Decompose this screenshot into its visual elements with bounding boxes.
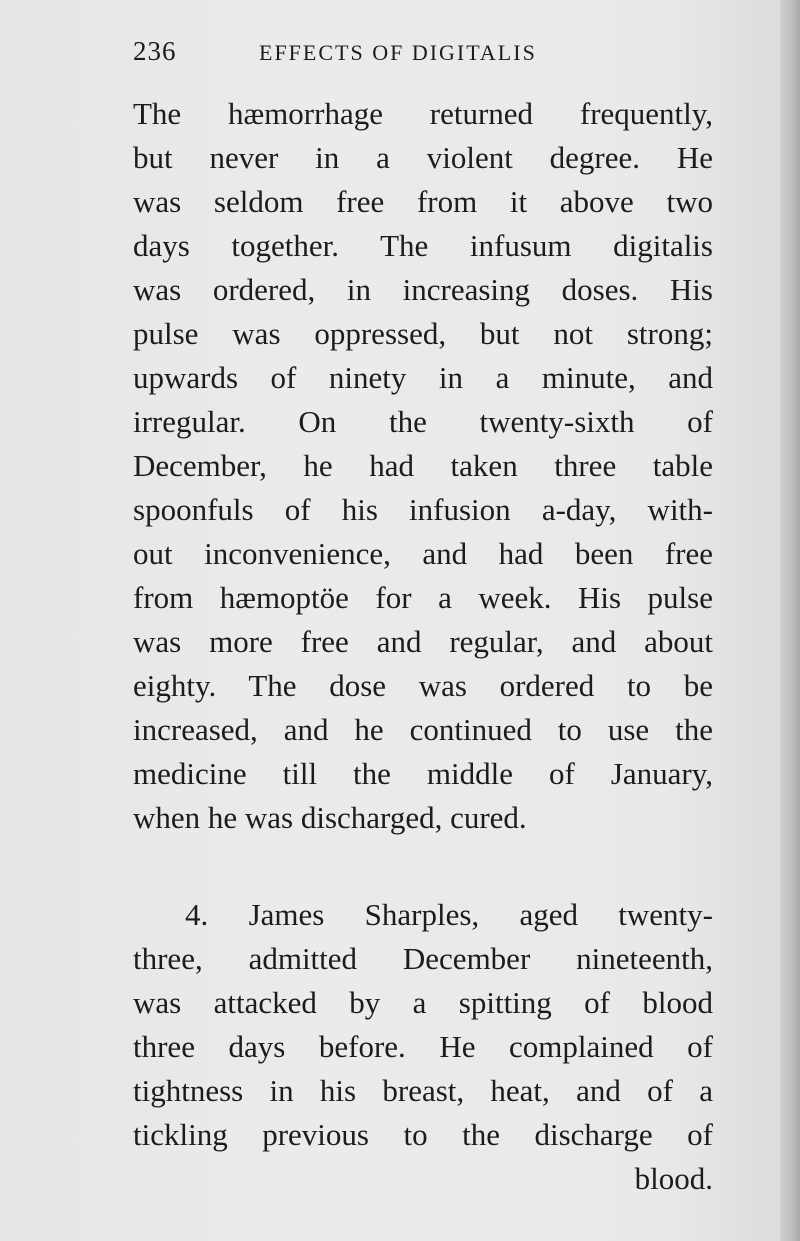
text-line: from hæmoptöe for a week. His pulse	[133, 580, 713, 615]
text-line: but never in a violent degree. He	[133, 140, 713, 175]
running-head: EFFECTS OF DIGITALIS	[259, 40, 537, 65]
paragraph-case-4	[133, 893, 713, 1201]
text-line: three, admitted December nineteenth,	[133, 941, 713, 976]
text-line: pulse was oppressed, but not strong;	[133, 316, 713, 351]
text-line: upwards of ninety in a minute, and	[133, 360, 713, 395]
text-line: eighty. The dose was ordered to be	[133, 668, 713, 703]
text-line: 4. James Sharples, aged twenty-	[185, 897, 713, 932]
text-line: increased, and he continued to use the	[133, 712, 713, 747]
page-header	[133, 30, 713, 76]
text-line: tightness in his breast, heat, and of a	[133, 1073, 713, 1108]
text-line: blood.	[634, 1161, 713, 1196]
text-line: out inconvenience, and had been free	[133, 536, 713, 571]
text-line: The hæmorrhage returned frequently,	[133, 96, 713, 131]
text-line: spoonfuls of his infusion a-day, with-	[133, 492, 713, 527]
text-line: was more free and regular, and about	[133, 624, 713, 659]
text-line: medicine till the middle of January,	[133, 756, 713, 791]
paragraph-case-continuation	[133, 92, 713, 840]
page-edge-shadow	[780, 0, 800, 1241]
text-line: three days before. He complained of	[133, 1029, 713, 1064]
text-line: was seldom free from it above two	[133, 184, 713, 219]
text-line: when he was discharged, cured.	[133, 800, 527, 835]
text-line: December, he had taken three table	[133, 448, 713, 483]
text-line: days together. The infusum digitalis	[133, 228, 713, 263]
page-number: 236	[133, 36, 177, 66]
text-line: was ordered, in increasing doses. His	[133, 272, 713, 307]
text-line: was attacked by a spitting of blood	[133, 985, 713, 1020]
text-line: irregular. On the twenty-sixth of	[133, 404, 713, 439]
text-line: tickling previous to the discharge of	[133, 1117, 713, 1152]
